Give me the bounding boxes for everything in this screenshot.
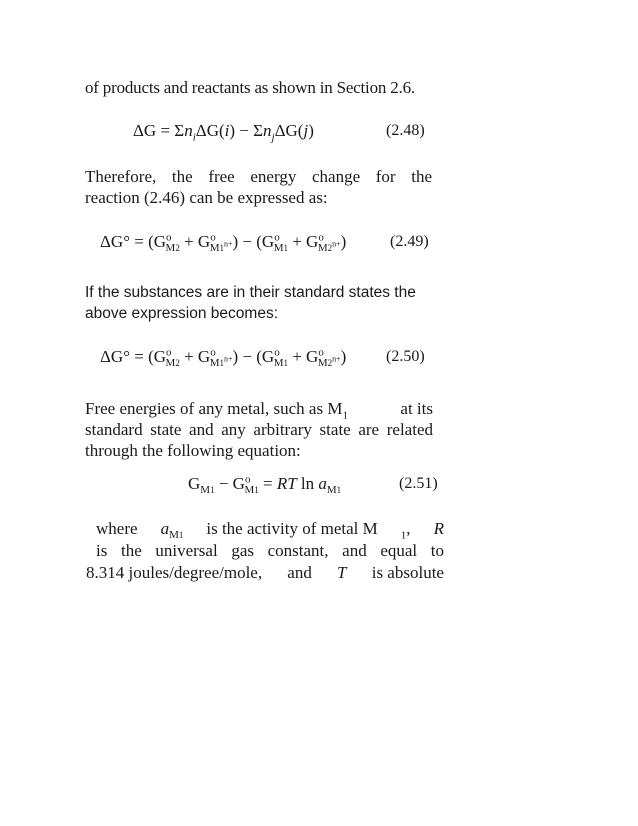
paragraph-line: is the universal gas constant, and equal to xyxy=(96,541,444,560)
paragraph-line: Free energies of any metal, such as $M_1$ at its xyxy=(85,399,433,422)
paragraph-line: above expression becomes: xyxy=(85,305,279,322)
equation-number: (2.51) xyxy=(399,475,438,492)
paragraph-line: through the following equation: xyxy=(85,441,301,460)
paragraph-line: If the substances are in their standard states the xyxy=(85,284,416,301)
paragraph-line: of products and reactants as shown in Section 2.6. xyxy=(85,78,415,97)
activity-symbol: $a_{M1}$ xyxy=(160,519,184,542)
paragraph-line: where $a_{M1}$ is the activity of metal M $_1$, R xyxy=(96,519,444,542)
paragraph-line: standard state and any arbitrary state are related xyxy=(85,420,433,439)
equation-number: (2.50) xyxy=(386,348,425,365)
equation-number: (2.48) xyxy=(386,122,425,139)
paragraph-line: Therefore, the free energy change for the xyxy=(85,167,432,186)
paragraph-line: 8.314 joules/degree/mole, and T is absolute xyxy=(86,563,444,582)
equation-2-48: $\Delta G = \Sigma n_i\Delta G(i) - \Sigma n_j\Delta G(j)$ xyxy=(133,121,314,144)
equation-2-50: $\Delta G^\circ = (G^o_{M2} + G^o_{M1^{n+}}) - (G^o_{M1} + G^o_{M2^{n+}})$ xyxy=(100,346,347,370)
text-fragment: Free energies of any metal, such as $M_1$ xyxy=(85,399,348,422)
paragraph-line: reaction (2.46) can be expressed as: xyxy=(85,188,328,207)
equation-2-51: $G_{M1} - G^o_{M1}$ = RT $\ln a_{M1}$ xyxy=(188,473,342,497)
equation-2-49: $\Delta G^\circ = (G^o_{M2} + G^o_{M1^{n+}}) - (G^o_{M1} + G^o_{M2^{n+}})$ xyxy=(100,231,347,255)
equation-number: (2.49) xyxy=(390,233,429,250)
